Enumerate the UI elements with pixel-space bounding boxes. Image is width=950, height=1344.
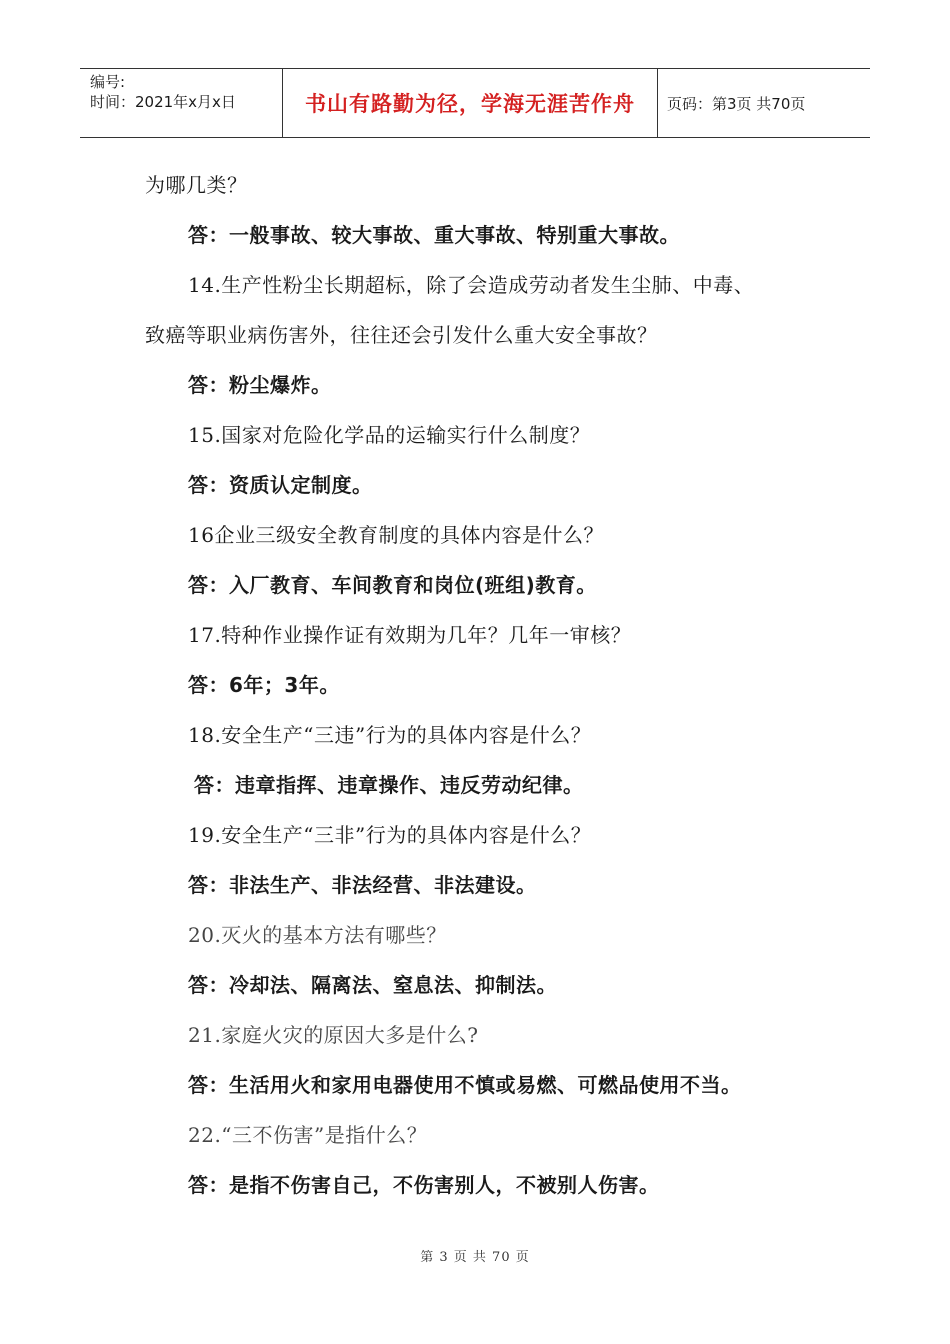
answer-line: 答：违章指挥、违章操作、违反劳动纪律。 <box>194 773 584 797</box>
question-line: 为哪几类？ <box>145 173 248 197</box>
answer-line: 答：是指不伤害自己，不伤害别人，不被别人伤害。 <box>188 1173 660 1197</box>
question-line: 22.“三不伤害”是指什么？ <box>188 1123 428 1147</box>
question-line: 14.生产性粉尘长期超标，除了会造成劳动者发生尘肺、中毒、 <box>188 273 755 297</box>
question-line: 20.灭火的基本方法有哪些？ <box>188 923 447 947</box>
document-time-label: 时间：2021年x月x日 <box>90 93 236 111</box>
question-line: 21.家庭火灾的原因大多是什么? <box>188 1023 479 1047</box>
answer-line: 答：资质认定制度。 <box>188 473 373 497</box>
answer-line: 答：生活用火和家用电器使用不慎或易燃、可燃品使用不当。 <box>188 1073 742 1097</box>
question-line: 15.国家对危险化学品的运输实行什么制度？ <box>188 423 591 447</box>
header-meta <box>80 69 283 137</box>
answer-line: 答：入厂教育、车间教育和岗位(班组)教育。 <box>188 573 597 597</box>
header-motto: 书山有路勤为径，学海无涯苦作舟 <box>283 69 658 137</box>
answer-line: 答：非法生产、非法经营、非法建设。 <box>188 873 537 897</box>
answer-line: 答：冷却法、隔离法、窒息法、抑制法。 <box>188 973 557 997</box>
document-body <box>145 160 810 1210</box>
answer-line: 答：粉尘爆炸。 <box>188 373 332 397</box>
page-footer: 第 3 页 共 70 页 <box>420 1250 530 1265</box>
question-line: 19.安全生产“三非”行为的具体内容是什么？ <box>188 823 592 847</box>
header-page-label: 页码：第3页 共70页 <box>667 94 806 113</box>
question-line: 17.特种作业操作证有效期为几年？几年一审核？ <box>188 623 632 647</box>
answer-line: 答：一般事故、较大事故、重大事故、特别重大事故。 <box>188 223 680 247</box>
answer-line: 答：6年；3年。 <box>188 673 340 697</box>
question-line: 18.安全生产“三违”行为的具体内容是什么？ <box>188 723 592 747</box>
page-header <box>80 68 870 138</box>
question-line: 16企业三级安全教育制度的具体内容是什么？ <box>188 523 604 547</box>
question-line: 致癌等职业病伤害外，往往还会引发什么重大安全事故？ <box>145 323 658 347</box>
document-number-label: 编号: <box>90 73 126 91</box>
